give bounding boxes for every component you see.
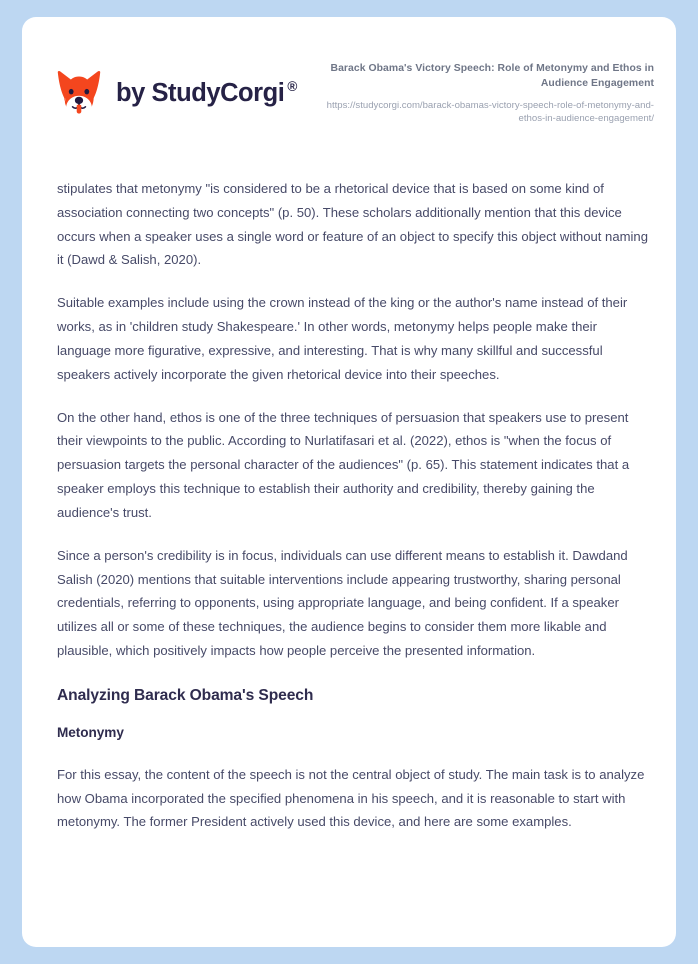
- body-paragraph: On the other hand, ethos is one of the three techniques of persuasion that speakers use to present their viewpoints to the public. According to Nurlatifasari et al. (2022), ethos is "when the focus of persuasion targets the personal character of the audiences" (p. 65). This statement indicates that a speaker employs this technique to establish their authority and credibility, thereby gaining the audience's trust.: [57, 409, 630, 520]
- body-paragraph: Since a person's credibility is in focus, individuals can use different means to establish it. Dawdand Salish (2020) mentions that suitable interventions include appearing trustworthy, sharing personal credentials, referring to opponents, using appropriate language, and being confident. If a speaker utilizes all or some of these techniques, the audience begins to consider them more likable and plausible, which positively impacts how people perceive the presented information.: [57, 547, 628, 659]
- document-source-url[interactable]: https://studycorgi.com/barack-obamas-victory-speech-role-of-metonymy-and-ethos-in-audience-engagement/: [326, 99, 654, 125]
- body-paragraph: stipulates that metonymy "is considered to be a rhetorical device that is based on some kind of association connecting two concepts" (p. 50). These scholars additionally mention that this device occurs when a speaker uses a single word or feature of an object to specify this object without naming it (Dawd & Salish, 2020).: [57, 181, 648, 268]
- document-header: [22, 17, 676, 145]
- body-paragraph: For this essay, the content of the speech is not the central object of study. The main task is to analyze how Obama incorporated the specified phenomena in his speech, and it is reasonable to start with metonymy. The former President actively used this device, and here are some examples.: [57, 766, 645, 830]
- corgi-face-icon: [56, 70, 102, 117]
- brand-wordmark-text: by StudyCorgi: [116, 78, 285, 107]
- section-heading: Analyzing Barack Obama's Speech: [57, 686, 314, 704]
- sub-heading: Metonymy: [57, 724, 124, 740]
- body-paragraph: Suitable examples include using the crown instead of the king or the author's name instead of their works, as in 'children study Shakespeare.' In other words, metonymy helps people make their language more figurative, expressive, and interesting. That is why many skillful and successful speakers actively incorporate the given rhetorical device into their speeches.: [57, 295, 628, 382]
- studycorgi-brand-logo[interactable]: [56, 59, 297, 117]
- brand-wordmark: [116, 78, 297, 107]
- header-meta: [297, 59, 654, 126]
- document-title: Barack Obama's Victory Speech: Role of Metonymy and Ethos in Audience Engagement: [330, 63, 654, 89]
- document-body: [57, 177, 649, 834]
- document-page-card: [22, 17, 676, 947]
- registered-trademark-icon: ®: [287, 78, 297, 94]
